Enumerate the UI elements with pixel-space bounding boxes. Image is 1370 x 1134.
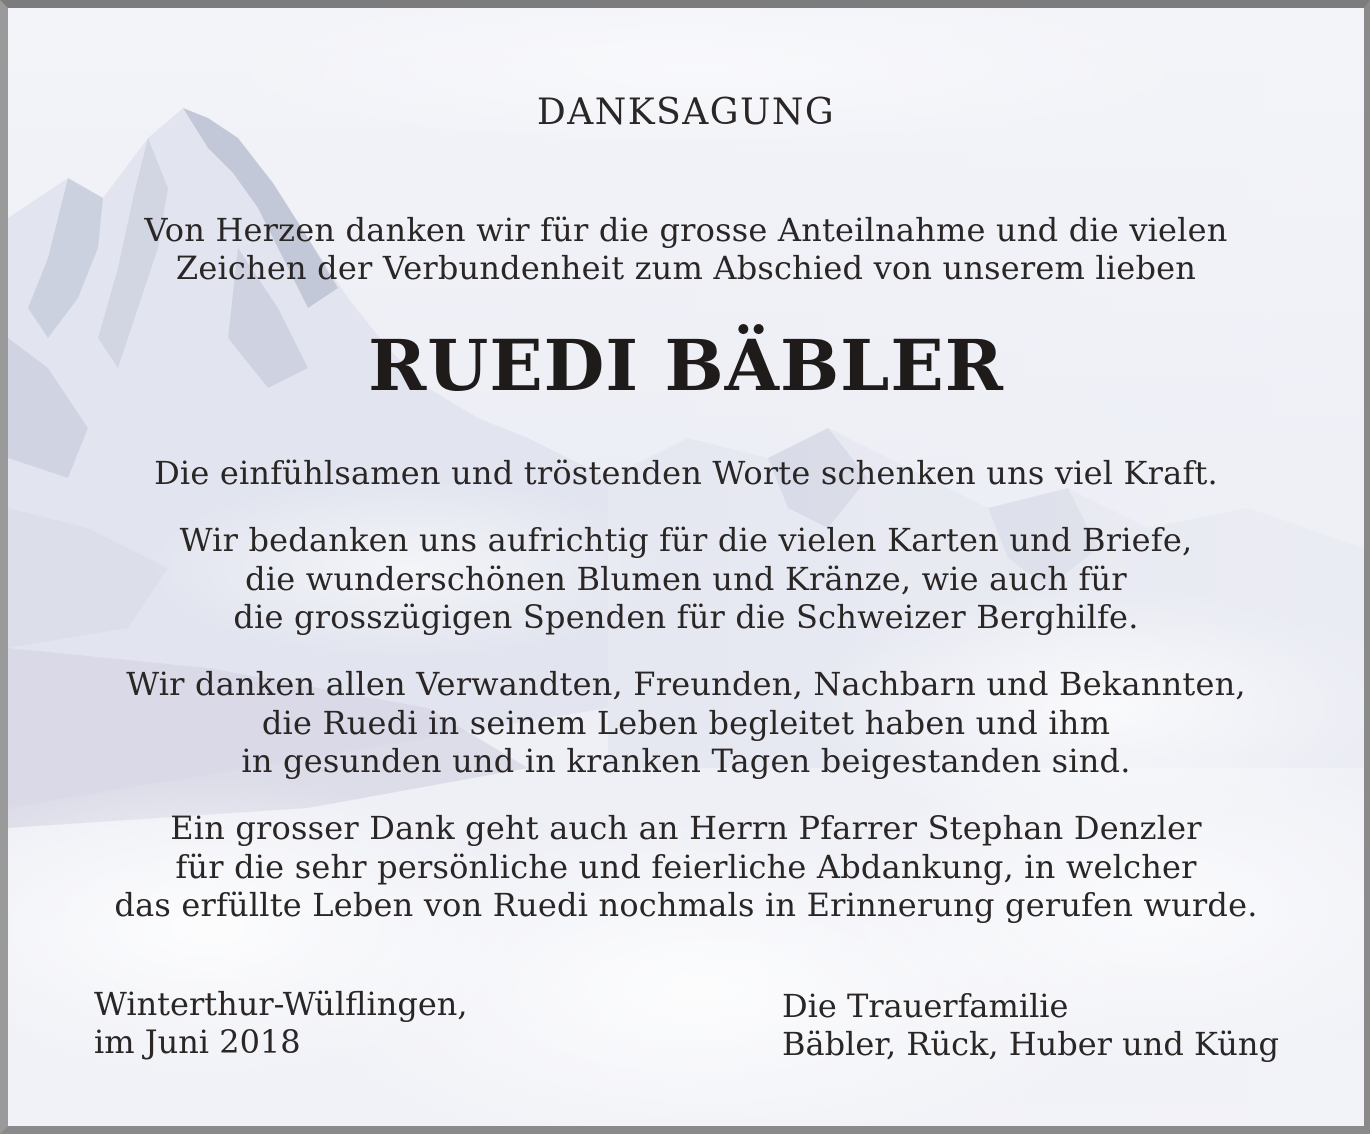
- place-date: [94, 985, 468, 1061]
- notice-heading: DANKSAGUNG: [536, 92, 836, 133]
- paragraph-4-line-1: Ein grosser Dank geht auch an Herrn Pfarrer Stephan Denzler: [170, 809, 1202, 847]
- signature-line-2: Bäbler, Rück, Huber und Küng: [782, 1025, 1279, 1063]
- place-line: Winterthur-Wülflingen,: [94, 985, 468, 1023]
- paragraph-2-line-2: die wunderschönen Blumen und Kränze, wie auch für: [245, 560, 1127, 598]
- paragraph-4-line-2: für die sehr persönliche und feierliche Abdankung, in welcher: [175, 848, 1197, 886]
- signature: [782, 987, 1279, 1063]
- intro-line-2: Zeichen der Verbundenheit zum Abschied von unserem lieben: [175, 249, 1197, 287]
- deceased-name: RUEDI BÄBLER: [368, 324, 1004, 407]
- paragraph-1-line-1: Die einfühlsamen und tröstenden Worte schenken uns viel Kraft.: [154, 454, 1218, 492]
- date-line: im Juni 2018: [94, 1023, 301, 1061]
- signature-line-1: Die Trauerfamilie: [782, 987, 1069, 1025]
- paragraph-3-line-1: Wir danken allen Verwandten, Freunden, Nachbarn und Bekannten,: [126, 665, 1246, 703]
- paragraph-2-line-1: Wir bedanken uns aufrichtig für die vielen Karten und Briefe,: [179, 521, 1193, 559]
- paragraph-2-line-3: die grosszügigen Spenden für die Schweizer Berghilfe.: [233, 598, 1139, 636]
- paragraph-3-line-3: in gesunden und in kranken Tagen beigestanden sind.: [241, 742, 1131, 780]
- paragraph-4-line-3: das erfüllte Leben von Ruedi nochmals in Erinnerung gerufen wurde.: [114, 886, 1258, 924]
- paragraph-3-line-2: die Ruedi in seinem Leben begleitet haben und ihm: [261, 704, 1111, 742]
- intro-line-1: Von Herzen danken wir für die grosse Anteilnahme und die vielen: [144, 211, 1228, 249]
